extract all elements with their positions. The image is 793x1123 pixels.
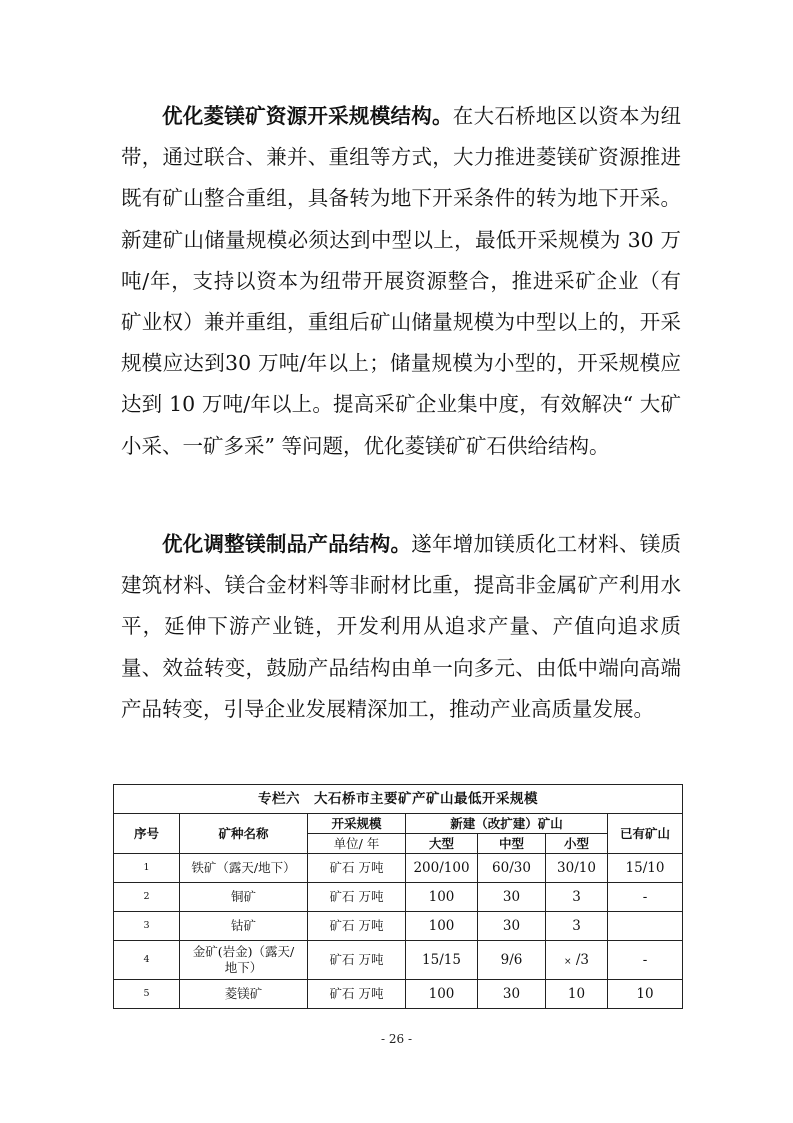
header-new-mines: 新建（改扩建）矿山 [406, 814, 608, 834]
row-small-value: /3 [575, 951, 589, 968]
table-row [114, 854, 683, 883]
header-index: 序号 [114, 814, 180, 854]
row-unit: 矿石 万吨 [308, 883, 406, 912]
row-large: 100 [406, 980, 478, 1009]
table-row [114, 883, 683, 912]
header-scale: 开采规模 [308, 814, 406, 834]
row-large: 15/15 [406, 941, 478, 980]
row-medium: 60/30 [478, 854, 546, 883]
table-row [114, 912, 683, 941]
header-large: 大型 [406, 834, 478, 854]
paragraph-resource-structure [121, 96, 681, 467]
row-index: 1 [114, 854, 180, 883]
header-unit: 单位/ 年 [308, 834, 406, 854]
row-mineral-line2: 地下） [224, 960, 263, 975]
row-existing: 15/10 [608, 854, 683, 883]
paragraph-heading: 优化调整镁制品产品结构。 [162, 532, 412, 556]
paragraph-product-structure [121, 524, 681, 730]
row-medium: 30 [478, 912, 546, 941]
row-mineral [180, 941, 308, 980]
row-existing: - [608, 941, 683, 980]
row-index: 5 [114, 980, 180, 1009]
row-unit: 矿石 万吨 [308, 941, 406, 980]
row-medium: 30 [478, 883, 546, 912]
row-small [546, 941, 608, 980]
header-mineral: 矿种名称 [180, 814, 308, 854]
row-large: 100 [406, 883, 478, 912]
table-row [114, 941, 683, 980]
row-medium: 9/6 [478, 941, 546, 980]
row-index: 3 [114, 912, 180, 941]
row-existing [608, 912, 683, 941]
row-index: 4 [114, 941, 180, 980]
table-title: 专栏六 大石桥市主要矿产矿山最低开采规模 [114, 785, 683, 814]
header-medium: 中型 [478, 834, 546, 854]
header-existing: 已有矿山 [608, 814, 683, 854]
paragraph-heading: 优化菱镁矿资源开采规模结构。 [162, 104, 453, 128]
row-unit: 矿石 万吨 [308, 980, 406, 1009]
min-mining-scale-table [113, 784, 683, 1009]
paragraph-body: 遂年增加镁质化工材料、镁质建筑材料、镁合金材料等非耐材比重，提高非金属矿产利用水平，延伸下游产业链，开发利用从追求产量、产值向追求质量、效益转变，鼓励产品结构由单一向多元、由低中端向高端产品转变，引导企业发展精深加工，推动产业高质量发展。 [121, 532, 681, 721]
row-large: 200/100 [406, 854, 478, 883]
table-row [114, 980, 683, 1009]
row-mineral-line1: 金矿(岩金)（露天/ [192, 944, 295, 960]
row-unit: 矿石 万吨 [308, 912, 406, 941]
row-small: 10 [546, 980, 608, 1009]
row-index: 2 [114, 883, 180, 912]
row-small: 30/10 [546, 854, 608, 883]
page-number: - 26 - [380, 1032, 412, 1046]
row-mineral: 钴矿 [180, 912, 308, 941]
row-mineral: 菱镁矿 [180, 980, 308, 1009]
row-large: 100 [406, 912, 478, 941]
row-existing: 10 [608, 980, 683, 1009]
row-unit: 矿石 万吨 [308, 854, 406, 883]
header-small: 小型 [546, 834, 608, 854]
row-small: 3 [546, 883, 608, 912]
row-existing: - [608, 883, 683, 912]
paragraph-body: 在大石桥地区以资本为纽带，通过联合、兼并、重组等方式，大力推进菱镁矿资源推进既有矿山整合重组，具备转为地下开采条件的转为地下开采。新建矿山储量规模必须达到中型以上，最低开采规模为 30 万吨/年，支持以资本为纽带开展资源整合，推进采矿企业（有矿业权）兼并重组，重组后矿山储量规模为中型以上的，开采规模应达到30 万吨/年以上；储量规模为小型的，开采规模应达到 10 万吨/年以上。提高采矿企业集中度，有效解决“ 大矿小采、一矿多采” 等问题，优化菱镁矿矿石供给结构。 [121, 104, 682, 458]
row-medium: 30 [478, 980, 546, 1009]
row-mineral: 铁矿（露天/地下） [180, 854, 308, 883]
row-small-mark: × [564, 956, 572, 967]
row-mineral: 铜矿 [180, 883, 308, 912]
row-small: 3 [546, 912, 608, 941]
